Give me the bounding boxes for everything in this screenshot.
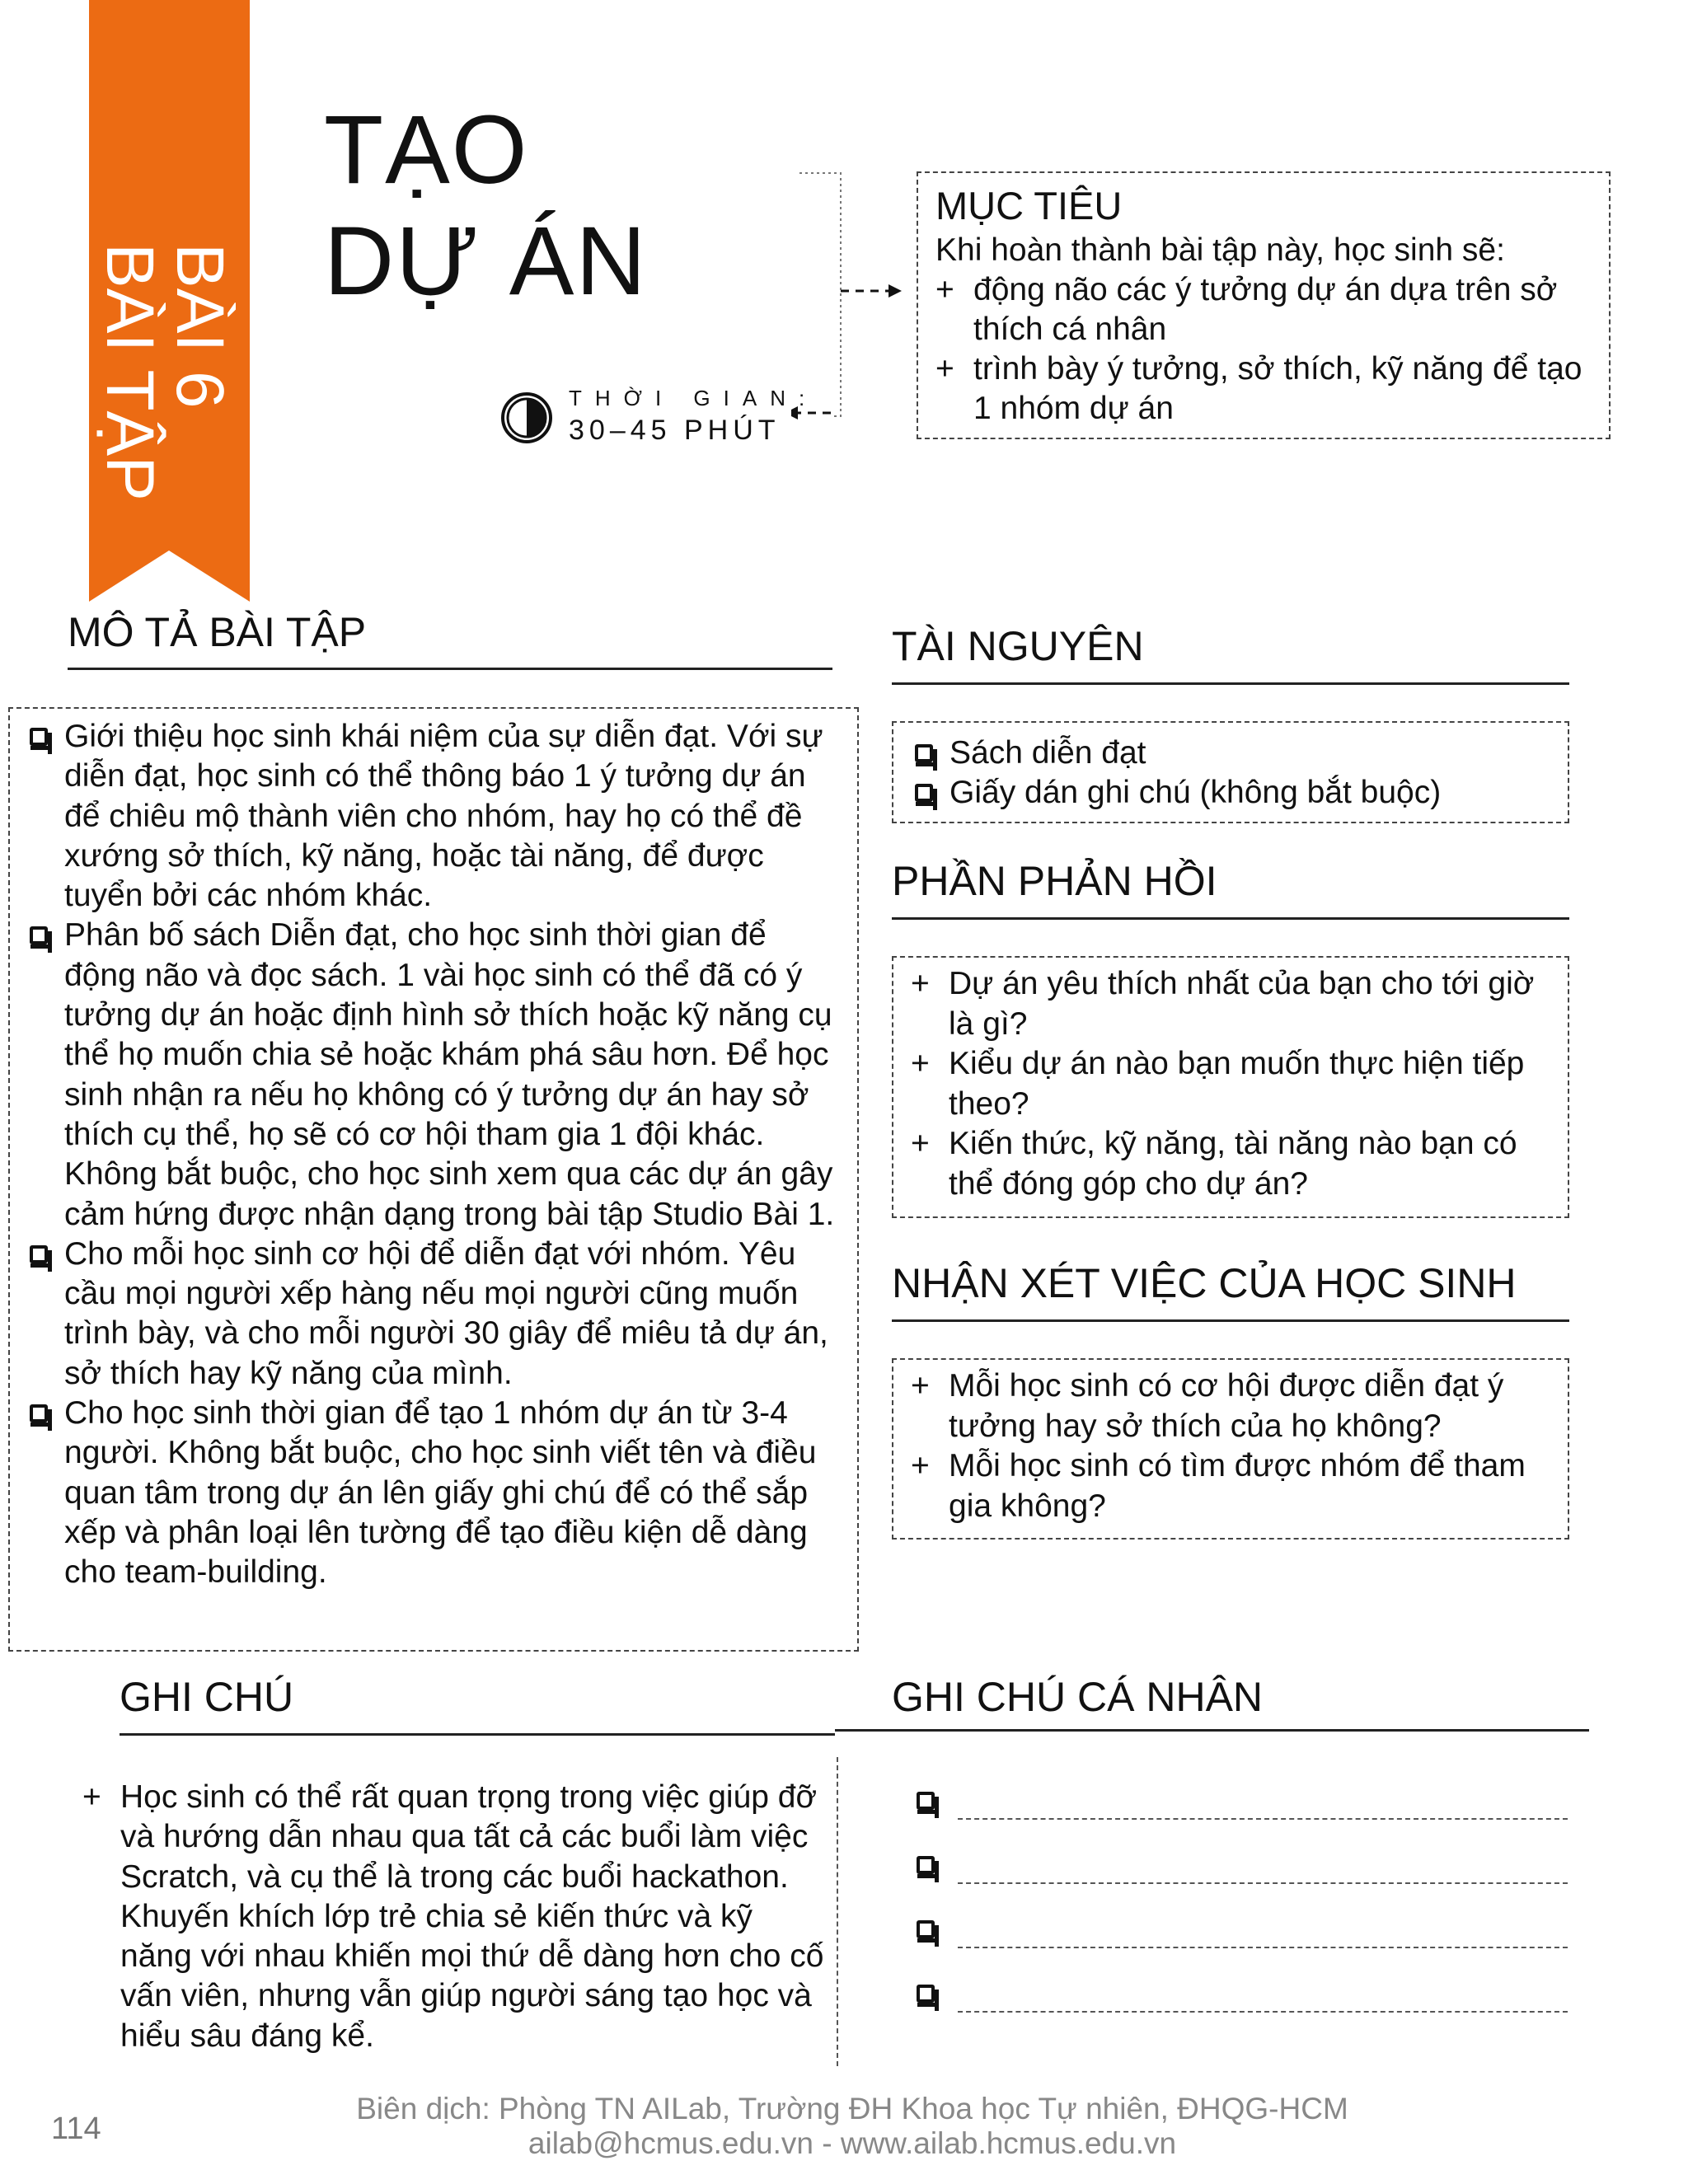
notes-list [82, 1778, 824, 2056]
notes-item-text: Học sinh có thể rất quan trọng trong việc giúp đỡ và hướng dẫn nhau qua tất cả các buổi làm việc Scratch, và cụ thể là trong các buổi hackathon. Khuyến khích lớp trẻ chia sẻ kiến thức và kỹ năng với nhau khiến mọi thứ dễ dàng hơn cho cố vấn viên, nhưng vẫn giúp người sáng tạo học và hiểu sâu đáng kể. [120, 1779, 824, 2054]
description-list [28, 717, 840, 1593]
footer [0, 2092, 1688, 2161]
description-item-text: Phân bố sách Diễn đạt, cho học sinh thời gian để động não và đọc sách. 1 vài học sinh có thể đã có ý tưởng dự án hoặc định hình sở thích hoặc kỹ năng cụ thể họ muốn chia sẻ hoặc khám phá sâu hơn. Để học sinh nhận ra nếu họ không có ý tưởng dự án hay sở thích cụ thể, họ sẽ có cơ hội tham gia 1 đội khác. Không bắt buộc, cho học sinh xem qua các dự án gây cảm hứng được nhận dạng trong bài tập Studio Bài 1. [64, 917, 835, 1232]
evaluation-item-text: Mỗi học sinh có tìm được nhóm để tham gia không? [949, 1448, 1526, 1524]
checkbox-icon [30, 1404, 48, 1422]
connector-arrows [791, 169, 907, 424]
resource-item-text: Giấy dán ghi chú (không bắt buộc) [950, 775, 1442, 810]
page-title [324, 95, 648, 317]
list-item [935, 270, 1595, 349]
notes-rule [120, 1733, 835, 1736]
checkbox-icon [30, 926, 48, 944]
feedback-item-text: Kiểu dự án nào bạn muốn thực hiện tiếp theo? [949, 1046, 1525, 1122]
note-line[interactable] [958, 1882, 1568, 1884]
list-item [913, 733, 1556, 773]
footer-contact: ailab@hcmus.edu.vn - www.ailab.hcmus.edu.vn [528, 2126, 1177, 2160]
note-line[interactable] [958, 1947, 1568, 1948]
footer-credit: Biên dịch: Phòng TN AILab, Trường ĐH Khoa học Tự nhiên, ĐHQG-HCM [356, 2092, 1348, 2125]
time-label: THỜI GIAN: [569, 386, 818, 410]
list-item [911, 1044, 1558, 1124]
list-item [911, 1124, 1558, 1204]
title-line-2: DỰ ÁN [324, 207, 648, 316]
description-rule [68, 668, 832, 670]
evaluation-rule [892, 1319, 1569, 1322]
plus-icon: + [911, 1448, 930, 1483]
goal-list [935, 270, 1595, 429]
ribbon-lesson-type: BÀI TẬP [92, 243, 167, 501]
resources-rule [892, 682, 1569, 685]
goal-item-text: trình bày ý tưởng, sở thích, kỹ năng để tạo 1 nhóm dự án [973, 351, 1582, 426]
time-value: 30–45 PHÚT [569, 415, 781, 446]
checkbox-icon [915, 744, 933, 762]
personal-notes-title: GHI CHÚ CÁ NHÂN [892, 1674, 1264, 1720]
personal-note-row[interactable] [917, 1917, 1568, 1950]
list-item [913, 773, 1556, 813]
description-item-text: Cho học sinh thời gian để tạo 1 nhóm dự án từ 3-4 người. Không bắt buộc, cho học sinh viết tên và điều quan tâm trong dự án lên giấy ghi chú để có thể sắp xếp và phân loại lên tường để tạo điều kiện dễ dàng cho team-building. [64, 1395, 817, 1591]
goal-item-text: động não các ý tưởng dự án dựa trên sở thích cá nhân [973, 272, 1558, 347]
checkbox-icon [915, 784, 933, 802]
ribbon-lesson-number: BÀI 6 [162, 243, 237, 409]
page-number: 114 [51, 2111, 101, 2146]
personal-note-row[interactable] [917, 1981, 1568, 2014]
feedback-rule [892, 917, 1569, 920]
notes-title: GHI CHÚ [120, 1674, 294, 1720]
list-item [911, 964, 1558, 1044]
list-item [935, 349, 1595, 429]
plus-icon: + [82, 1779, 101, 1815]
list-item [28, 1394, 840, 1592]
plus-icon: + [935, 351, 954, 387]
resources-title: TÀI NGUYÊN [892, 623, 1144, 669]
feedback-item-text: Kiến thức, kỹ năng, tài năng nào bạn có thể đóng góp cho dự án? [949, 1126, 1517, 1202]
plus-icon: + [911, 1046, 930, 1081]
evaluation-item-text: Mỗi học sinh có cơ hội được diễn đạt ý tưởng hay sở thích của họ không? [949, 1368, 1504, 1444]
description-title: MÔ TẢ BÀI TẬP [68, 609, 367, 655]
description-item-text: Giới thiệu học sinh khái niệm của sự diễn đạt. Với sự diễn đạt, học sinh có thể thông báo 1 ý tưởng dự án để chiêu mộ thành viên cho nhóm, hay họ có thể đề xướng sở thích, kỹ năng, hoặc tài năng, để được tuyển bởi các nhóm khác. [64, 719, 823, 914]
feedback-item-text: Dự án yêu thích nhất của bạn cho tới giờ là gì? [949, 966, 1535, 1042]
personal-notes-rule [835, 1729, 1589, 1732]
plus-icon: + [911, 1368, 930, 1404]
checkbox-icon [30, 728, 48, 746]
personal-note-row[interactable] [917, 1788, 1568, 1821]
checkbox-icon[interactable] [917, 1792, 935, 1810]
half-circle-clock-icon [499, 391, 554, 445]
note-line[interactable] [958, 2011, 1568, 2013]
notes-separator [837, 1757, 838, 2066]
plus-icon: + [935, 272, 954, 307]
plus-icon: + [911, 1126, 930, 1161]
list-item [911, 1446, 1558, 1526]
list-item [28, 1235, 840, 1394]
evaluation-list [911, 1366, 1558, 1526]
goal-intro: Khi hoàn thành bài tập này, học sinh sẽ: [935, 232, 1505, 268]
checkbox-icon[interactable] [917, 1920, 935, 1938]
list-item [28, 916, 840, 1234]
feedback-list [911, 964, 1558, 1204]
list-item [911, 1366, 1558, 1446]
plus-icon: + [911, 966, 930, 1001]
list-item [82, 1778, 824, 2056]
resource-item-text: Sách diễn đạt [950, 735, 1146, 771]
evaluation-title: NHẬN XÉT VIỆC CỦA HỌC SINH [892, 1260, 1517, 1306]
feedback-title: PHẦN PHẢN HỒI [892, 858, 1217, 904]
note-line[interactable] [958, 1818, 1568, 1820]
list-item [28, 717, 840, 916]
checkbox-icon[interactable] [917, 1985, 935, 2003]
title-line-1: TẠO [324, 96, 529, 204]
checkbox-icon [30, 1245, 48, 1263]
description-item-text: Cho mỗi học sinh cơ hội để diễn đạt với nhóm. Yêu cầu mọi người xếp hàng nếu mọi người cũng muốn trình bày, và cho mỗi người 30 giây để miêu tả dự án, sở thích hay kỹ năng của mình. [64, 1235, 828, 1391]
ribbon-label [89, 0, 250, 552]
personal-note-row[interactable] [917, 1853, 1568, 1886]
goal-title: MỤC TIÊU [935, 184, 1123, 227]
resources-list [913, 733, 1556, 813]
checkbox-icon[interactable] [917, 1856, 935, 1874]
